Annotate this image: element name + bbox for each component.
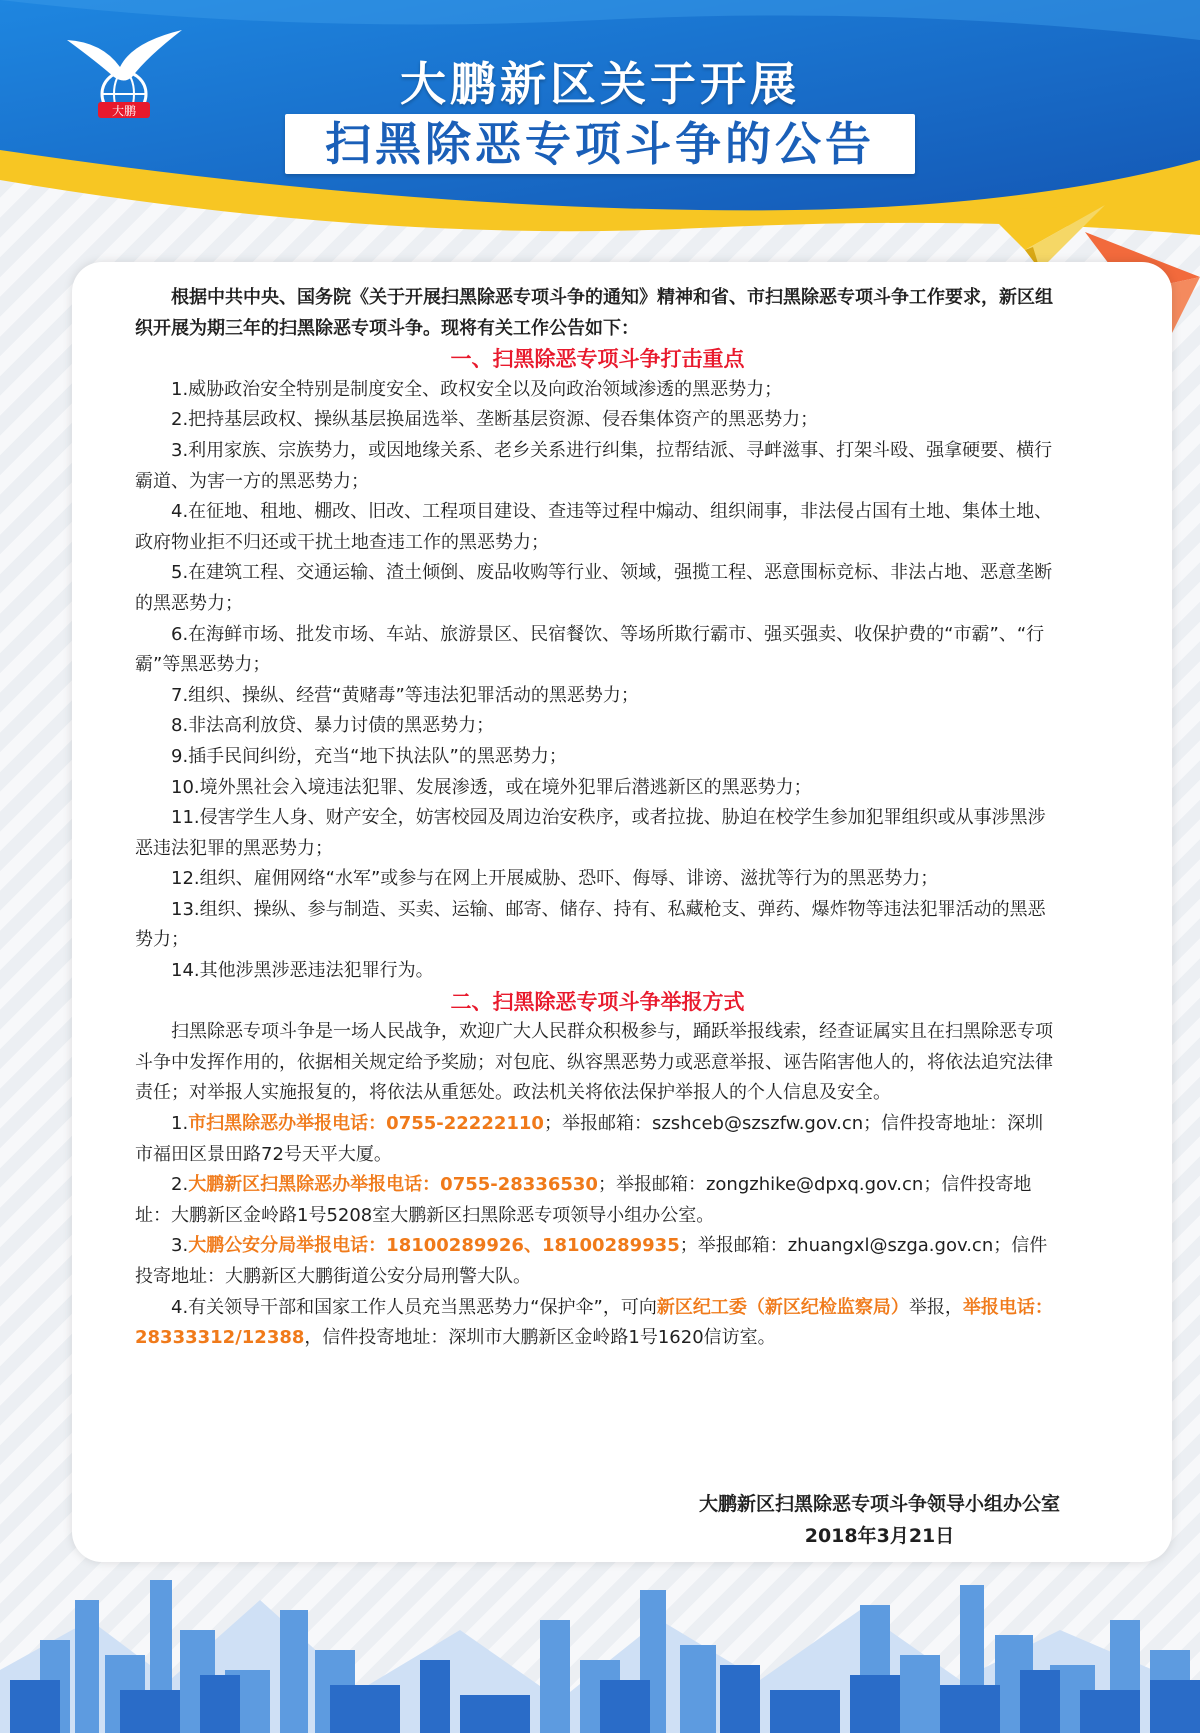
announcement-body: [135, 283, 1060, 1354]
dapeng-logo: [62, 22, 187, 122]
list-item: 13.组织、操纵、参与制造、买卖、运输、邮寄、储存、持有、私藏枪支、弹药、爆炸物等违法犯罪活动的黑恶势力；: [135, 898, 1046, 951]
list-item: 5.在建筑工程、交通运输、渣土倾倒、废品收购等行业、领域，强揽工程、恶意围标竞标、非法占地、恶意垄断的黑恶势力；: [135, 562, 1053, 614]
list-item: 10.境外黑社会入境违法犯罪、发展渗透，或在境外犯罪后潜逃新区的黑恶势力；: [171, 776, 812, 798]
item-number: 1.: [171, 1113, 189, 1135]
report-channel-2: [135, 1170, 1060, 1231]
discipline-committee: 新区纪工委（新区纪检监察局）: [656, 1296, 909, 1318]
title-line-1: 大鹏新区关于开展: [400, 57, 800, 111]
discipline-hotline: 举报电话：28333312/12388: [135, 1296, 1053, 1349]
list-item: 7.组织、操纵、经营“黄赌毒”等违法犯罪活动的黑恶势力；: [171, 684, 639, 706]
police-hotline: 大鹏公安分局举报电话：18100289926、18100289935: [188, 1235, 680, 1257]
city-hotline: 市扫黑除恶办举报电话：0755-22222110: [188, 1113, 544, 1135]
channel-text: 举报，: [908, 1296, 963, 1318]
title-line-2-box: [285, 114, 915, 174]
list-item: 6.在海鲜市场、批发市场、车站、旅游景区、民宿餐饮、等场所欺行霸市、强买强卖、收保护费的“市霸”、“行霸”等黑恶势力；: [135, 623, 1045, 676]
intro-paragraph: 根据中共中央、国务院《关于开展扫黑除恶专项斗争的通知》精神和省、市扫黑除恶专项斗争工作要求，新区组织开展为期三年的扫黑除恶专项斗争。现将有关工作公告如下：: [135, 287, 1053, 339]
list-item: 3.利用家族、宗族势力，或因地缘关系、老乡关系进行纠集，拉帮结派、寻衅滋事、打架斗殴、强拿硬要、横行霸道、为害一方的黑恶势力；: [135, 439, 1053, 492]
report-channel-3: [135, 1231, 1060, 1292]
channel-details: ；举报邮箱：zongzhike@dpxq.gov.cn；信件投寄地址：大鹏新区金岭路1号5208室大鹏新区扫黑除恶专项领导小组办公室。: [135, 1174, 1032, 1226]
channel-details: ；举报邮箱：szshceb@szszfw.gov.cn；信件投寄地址：深圳市福田区景田路72号天平大厦。: [135, 1113, 1044, 1165]
list-item: 12.组织、雇佣网络“水军”或参与在网上开展威胁、恐吓、侮辱、诽谤、滋扰等行为的黑恶势力；: [171, 868, 939, 890]
report-channel-4: [135, 1293, 1060, 1354]
report-channel-1: [135, 1109, 1060, 1170]
item-number: 2.: [171, 1174, 189, 1196]
channel-text: 4.有关领导干部和国家工作人员充当黑恶势力“保护伞”，可向: [171, 1296, 657, 1318]
item-number: 3.: [171, 1235, 189, 1257]
channel-details: ，信件投寄地址：深圳市大鹏新区金岭路1号1620信访室。: [304, 1327, 776, 1349]
list-item: 4.在征地、租地、棚改、旧改、工程项目建设、查违等过程中煽动、组织闹事，非法侵占国有土地、集体土地、政府物业拒不归还或干扰土地查违工作的黑恶势力；: [135, 501, 1053, 553]
district-hotline: 大鹏新区扫黑除恶办举报电话：0755-28336530: [188, 1174, 598, 1196]
title-line-2: 扫黑除恶专项斗争的公告: [325, 117, 875, 171]
channel-details: ；举报邮箱：zhuangxl@szga.gov.cn；信件投寄地址：大鹏新区大鹏街道公安分局刑警大队。: [135, 1235, 1048, 1287]
signoff: [699, 1488, 1060, 1552]
list-item: 9.插手民间纠纷，充当“地下执法队”的黑恶势力；: [171, 745, 567, 767]
section-2-heading: 二、扫黑除恶专项斗争举报方式: [450, 989, 745, 1014]
logo-text: 大鹏: [111, 104, 137, 118]
issue-date: 2018年3月21日: [804, 1525, 955, 1547]
list-item: 14.其他涉黑涉恶违法犯罪行为。: [171, 960, 434, 982]
list-item: 1.威胁政治安全特别是制度安全、政权安全以及向政治领域渗透的黑恶势力；: [171, 378, 783, 400]
list-item: 11.侵害学生人身、财产安全，妨害校园及周边治安秩序，或者拉拢、胁迫在校学生参加犯罪组织或从事涉黑涉恶违法犯罪的黑恶势力；: [135, 807, 1046, 859]
city-skyline-illustration: [0, 1560, 1200, 1733]
list-item: 2.把持基层政权、操纵基层换届选举、垄断基层资源、侵吞集体资产的黑恶势力；: [171, 409, 819, 431]
issuing-office: 大鹏新区扫黑除恶专项斗争领导小组办公室: [698, 1493, 1060, 1515]
reporting-intro: 扫黑除恶专项斗争是一场人民战争，欢迎广大人民群众积极参与，踊跃举报线索，经查证属实且在扫黑除恶专项斗争中发挥作用的，依据相关规定给予奖励；对包庇、纵容黑恶势力或恶意举报、诬告陷害他人的，将依法追究法律责任；对举报人实施报复的，将依法从重惩处。政法机关将依法保护举报人的个人信息及安全。: [135, 1021, 1053, 1104]
section-1-heading: 一、扫黑除恶专项斗争打击重点: [450, 347, 745, 372]
list-item: 8.非法高利放贷、暴力讨债的黑恶势力；: [171, 715, 495, 737]
